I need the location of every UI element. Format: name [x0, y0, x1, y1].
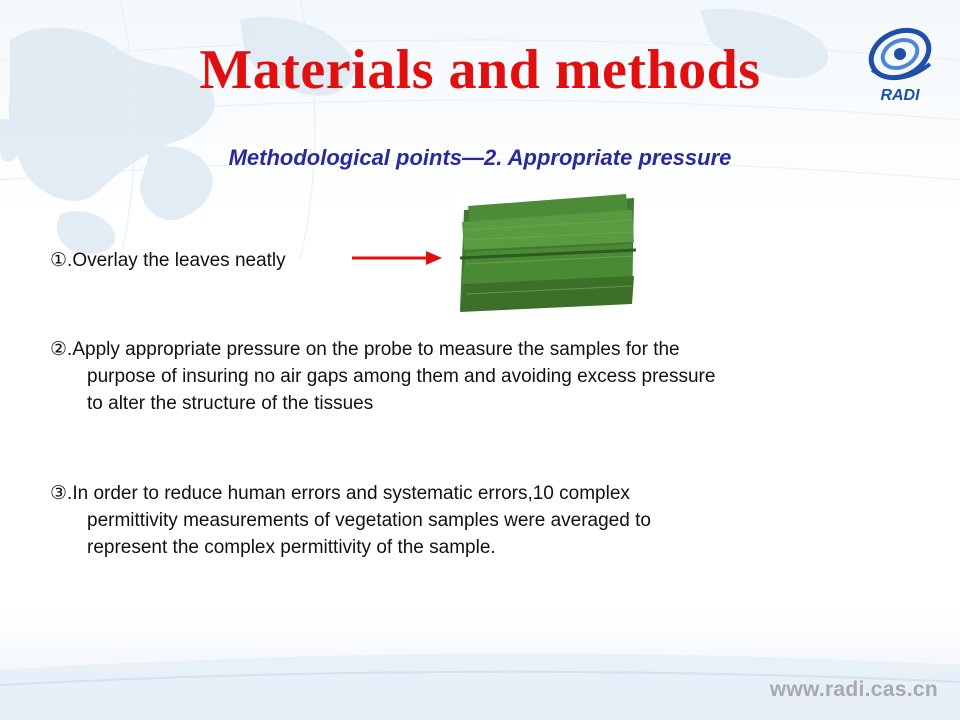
point-text-line: represent the complex permittivity of the sample. [87, 537, 496, 558]
subtitle: Methodological points—2. Appropriate pressure [228, 145, 732, 170]
leaf-stack-photo [456, 192, 638, 315]
website-url: www.radi.cas.cn [769, 678, 938, 701]
point-text: .Apply appropriate pressure on the probe to measure the samples for the [67, 339, 680, 360]
page-title: Materials and methods [199, 39, 761, 101]
point-1 [50, 247, 286, 274]
point-marker: ② [50, 339, 68, 360]
point-2 [50, 336, 880, 417]
globe-swirl-icon [864, 21, 937, 86]
point-text: .Overlay the leaves neatly [67, 250, 286, 271]
point-text-line: to alter the structure of the tissues [87, 393, 374, 414]
point-3 [50, 480, 880, 561]
logo-text: RADI [880, 87, 920, 104]
point-text: .In order to reduce human errors and systematic errors,10 complex [67, 483, 630, 504]
point-text-line: permittivity measurements of vegetation samples were averaged to [87, 510, 651, 531]
point-marker: ① [50, 250, 68, 271]
point-marker: ③ [50, 483, 68, 504]
radi-logo [858, 18, 942, 108]
point-text-line: purpose of insuring no air gaps among them and avoiding excess pressure [87, 366, 716, 387]
arrow-right-icon [350, 248, 444, 268]
